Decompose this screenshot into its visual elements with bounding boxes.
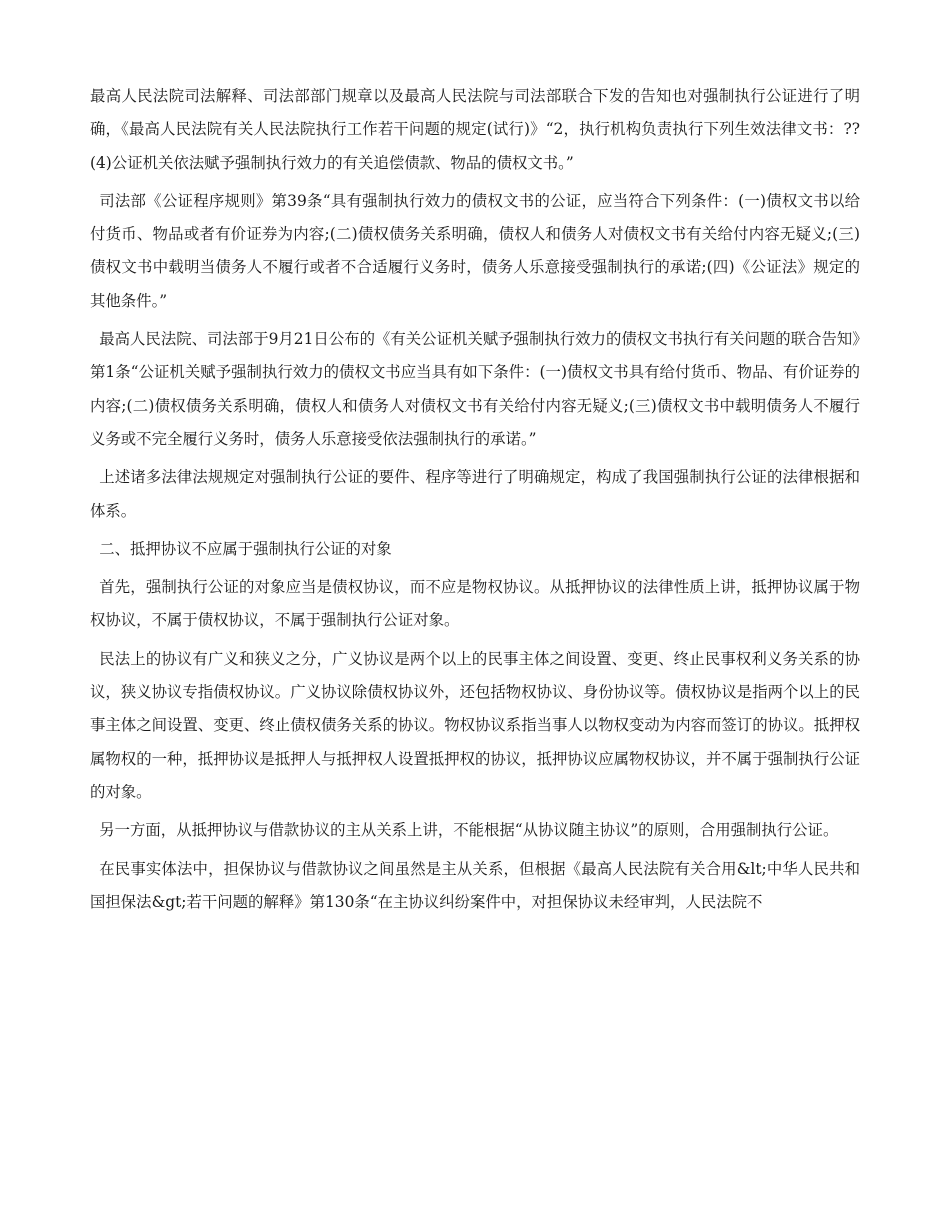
paragraph-6: 民法上的协议有广义和狭义之分，广义协议是两个以上的民事主体之间设置、变更、终止民事权利义务关系的协议，狭义协议专指债权协议。广义协议除债权协议外，还包括物权协议、身份协议等。债权协议是指两个以上的民事主体之间设置、变更、终止债权债务关系的协议。物权协议系指当事人以物权变动为内容而签订的协议。抵押权属物权的一种，抵押协议是抵押人与抵押权人设置抵押权的协议，抵押协议应属物权协议，并不属于强制执行公证的对象。 <box>90 649 860 801</box>
paragraph-4: 上述诸多法律法规规定对强制执行公证的要件、程序等进行了明确规定，构成了我国强制执行公证的法律根据和体系。 <box>90 468 860 520</box>
paragraph-3: 最高人民法院、司法部于9月21日公布的《有关公证机关赋予强制执行效力的债权文书执行有关问题的联合告知》第1条“公证机关赋予强制执行效力的债权文书应当具有如下条件：(一)债权文书具有给付货币、物品、有价证券的内容;(二)债权债务关系明确，债权人和债务人对债权文书有关给付内容无疑义;(三)债权文书中载明债务人不履行义务或不完全履行义务时，债务人乐意接受依法强制执行的承诺。” <box>90 330 860 448</box>
paragraph-5: 首先，强制执行公证的对象应当是债权协议，而不应是物权协议。从抵押协议的法律性质上讲，抵押协议属于物权协议，不属于债权协议，不属于强制执行公证对象。 <box>90 578 860 630</box>
paragraph-2: 司法部《公证程序规则》第39条“具有强制执行效力的债权文书的公证，应当符合下列条件：(一)债权文书以给付货币、物品或者有价证券为内容;(二)债权债务关系明确，债权人和债务人对债权文书有关给付内容无疑义;(三)债权文书中载明当债务人不履行或者不合适履行义务时，债务人乐意接受强制执行的承诺;(四)《公证法》规定的其他条件。” <box>90 191 860 310</box>
paragraph-8: 在民事实体法中，担保协议与借款协议之间虽然是主从关系，但根据《最高人民法院有关合用&lt;中华人民共和国担保法&gt;若干问题的解释》第130条“在主协议纠纷案件中，对担保协议未经审判，人民法院不 <box>90 859 860 911</box>
paragraph-1: 最高人民法院司法解释、司法部部门规章以及最高人民法院与司法部联合下发的告知也对强制执行公证进行了明确，《最高人民法院有关人民法院执行工作若干问题的规定(试行)》“2，执行机构负责执行下列生效法律文书：??(4)公证机关依法赋予强制执行效力的有关追偿债款、物品的债权文书。” <box>90 87 860 172</box>
section-heading: 二、抵押协议不应属于强制执行公证的对象 <box>99 539 392 558</box>
document-page <box>90 80 860 924</box>
paragraph-7: 另一方面，从抵押协议与借款协议的主从关系上讲，不能根据“从协议随主协议”的原则，合用强制执行公证。 <box>99 821 839 840</box>
